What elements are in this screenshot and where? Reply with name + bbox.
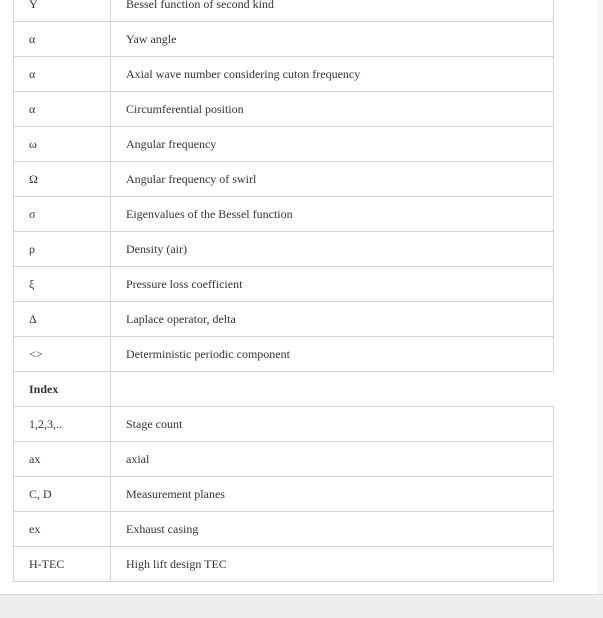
symbol-cell: σ: [14, 197, 111, 232]
description-cell: axial: [111, 442, 554, 477]
table-row: [14, 267, 554, 302]
description-cell: Yaw angle: [111, 22, 554, 57]
table-row: [14, 442, 554, 477]
description-cell: Eigenvalues of the Bessel function: [111, 197, 554, 232]
table-row: [14, 57, 554, 92]
description-cell: [111, 372, 554, 407]
description-cell: Axial wave number considering cuton frequency: [111, 57, 554, 92]
table-row: [14, 512, 554, 547]
description-cell: Bessel function of second kind: [111, 0, 554, 22]
table-row: [14, 197, 554, 232]
table-row: [14, 22, 554, 57]
table-row: [14, 547, 554, 582]
table-row: [14, 337, 554, 372]
description-cell: Angular frequency: [111, 127, 554, 162]
table-row: [14, 302, 554, 337]
symbol-cell: Ω: [14, 162, 111, 197]
description-cell: Pressure loss coefficient: [111, 267, 554, 302]
symbol-cell: Δ: [14, 302, 111, 337]
table-row: [14, 477, 554, 512]
symbol-cell: ρ: [14, 232, 111, 267]
table-row: [14, 162, 554, 197]
scrollbar-track[interactable]: [597, 0, 603, 594]
symbol-cell: ω: [14, 127, 111, 162]
description-cell: Stage count: [111, 407, 554, 442]
symbol-cell: ax: [14, 442, 111, 477]
table-row: [14, 232, 554, 267]
section-header-row: [14, 372, 554, 407]
table-row: [14, 127, 554, 162]
table-row: [14, 92, 554, 127]
description-cell: Deterministic periodic component: [111, 337, 554, 372]
symbol-cell: α: [14, 22, 111, 57]
description-cell: Exhaust casing: [111, 512, 554, 547]
symbol-cell: α: [14, 57, 111, 92]
description-cell: Angular frequency of swirl: [111, 162, 554, 197]
description-cell: Measurement planes: [111, 477, 554, 512]
nomenclature-table: [13, 0, 554, 582]
symbol-cell: 1,2,3,..: [14, 407, 111, 442]
description-cell: Density (air): [111, 232, 554, 267]
symbol-cell: α: [14, 92, 111, 127]
table-row: [14, 407, 554, 442]
symbol-cell: <>: [14, 337, 111, 372]
section-title: Index: [14, 372, 111, 407]
table-row: [14, 0, 554, 22]
symbol-cell: ξ: [14, 267, 111, 302]
nomenclature-body: [14, 0, 554, 582]
symbol-cell: H-TEC: [14, 547, 111, 582]
symbol-cell: ex: [14, 512, 111, 547]
symbol-cell: Y: [14, 0, 111, 22]
bottom-status-bar: [0, 594, 603, 618]
symbol-cell: C, D: [14, 477, 111, 512]
description-cell: Circumferential position: [111, 92, 554, 127]
description-cell: Laplace operator, delta: [111, 302, 554, 337]
description-cell: High lift design TEC: [111, 547, 554, 582]
